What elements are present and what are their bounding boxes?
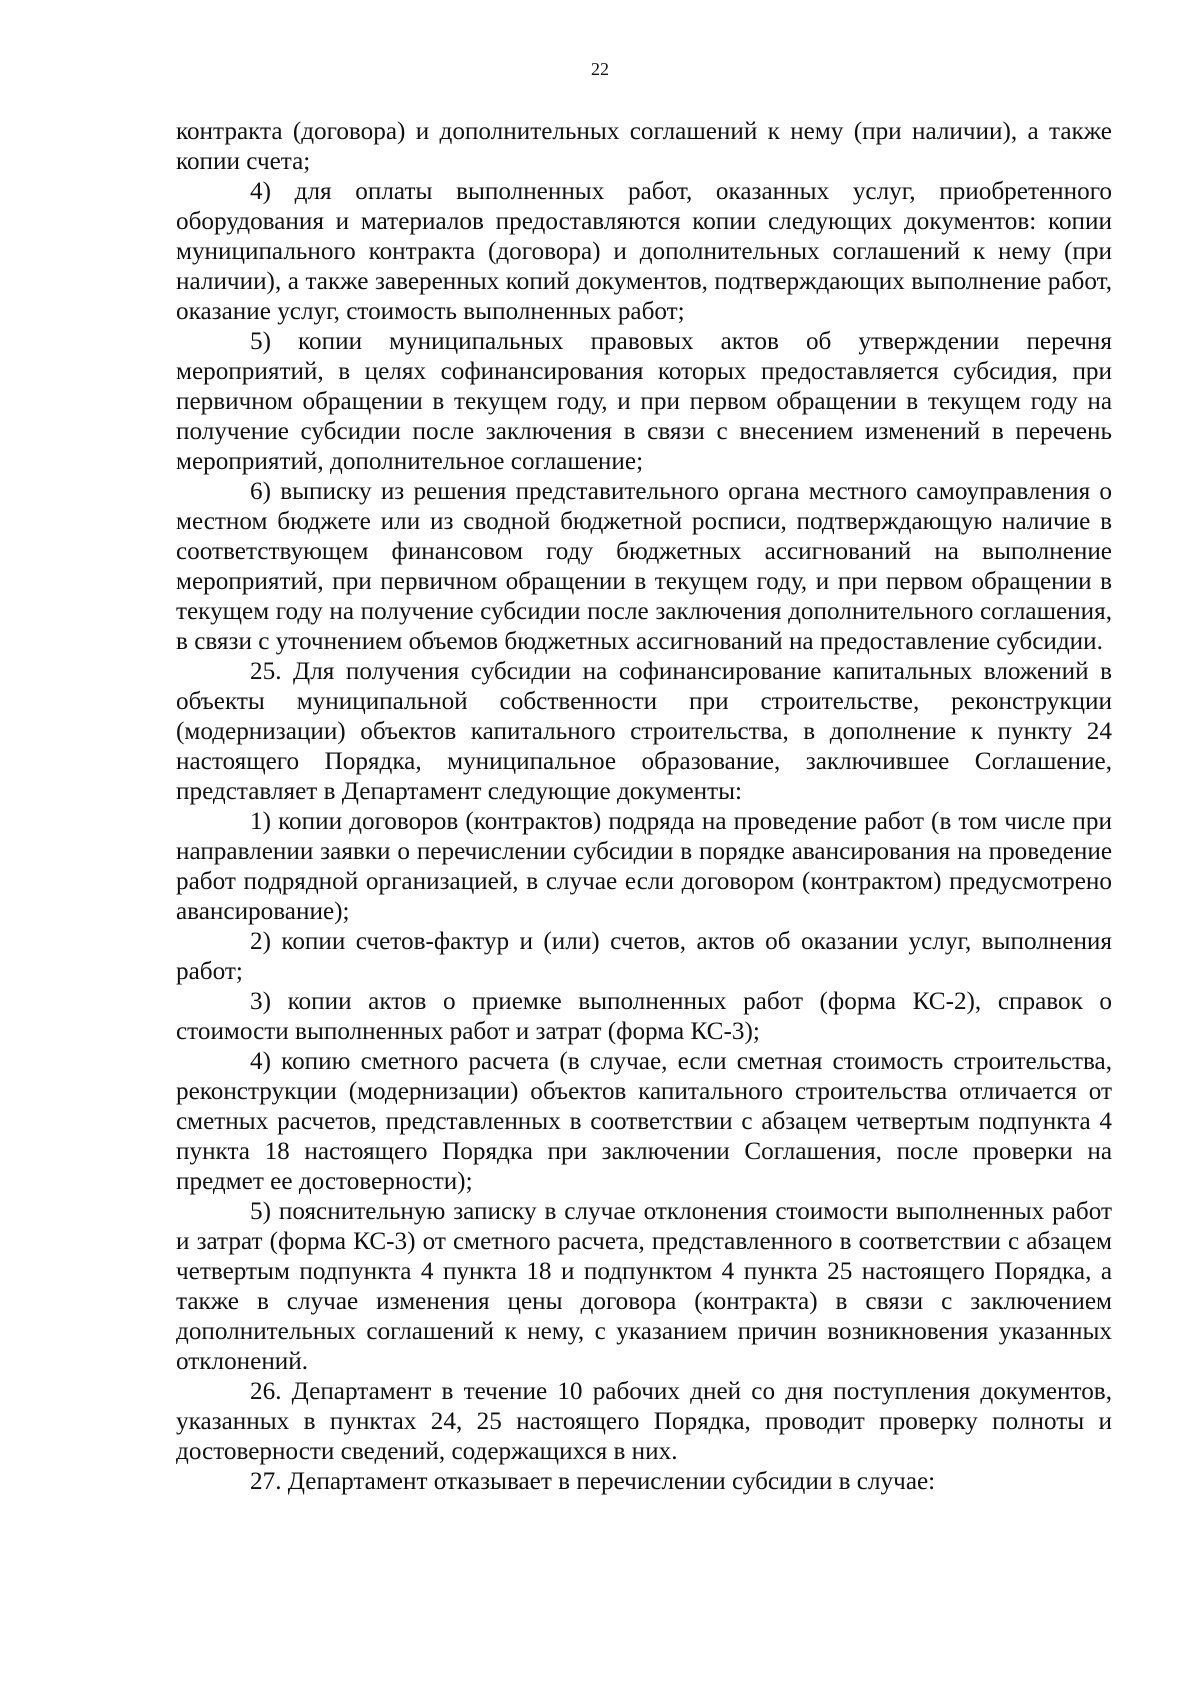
paragraph-clause-25-item-5: 5) пояснительную записку в случае отклонения стоимости выполненных работ и затрат (форма КС-3) от сметного расчета, представленного в соответствии с абзацем четвертым подпункта 4 пункта 18 и подпунктом 4 пункта 25 настоящего Порядка, а также в случае изменения цены договора (контракта) в связи с заключением дополнительных соглашений к нему, с указанием причин возникновения указанных отклонений. xyxy=(176,1198,1112,1375)
paragraph-item-5: 5) копии муниципальных правовых актов об утверждении перечня мероприятий, в целях софинансирования которых предоставляется субсидия, при первичном обращении в текущем году, и при первом обращении в текущем году на получение субсидии после заключения в связи с внесением изменений в перечень мероприятий, дополнительное соглашение; xyxy=(176,328,1112,475)
paragraph-item-6: 6) выписку из решения представительного органа местного самоуправления о местном бюджете или из сводной бюджетной росписи, подтверждающую наличие в соответствующем финансовом году бюджетных ассигнований на выполнение мероприятий, при первичном обращении в текущем году, и при первом обращении в текущем году на получение субсидии после заключения дополнительного соглашения, в связи с уточнением объемов бюджетных ассигнований на предоставление субсидии. xyxy=(176,478,1112,655)
document-body xyxy=(176,117,1112,1497)
paragraph-clause-25-item-3: 3) копии актов о приемке выполненных работ (форма КС-2), справок о стоимости выполненных работ и затрат (форма КС-3); xyxy=(176,988,1112,1045)
paragraph-clause-25-item-2: 2) копии счетов-фактур и (или) счетов, актов об оказании услуг, выполнения работ; xyxy=(176,928,1112,985)
paragraph-clause-26: 26. Департамент в течение 10 рабочих дней со дня поступления документов, указанных в пунктах 24, 25 настоящего Порядка, проводит проверку полноты и достоверности сведений, содержащихся в них. xyxy=(176,1378,1112,1465)
paragraph-clause-25-item-1: 1) копии договоров (контрактов) подряда на проведение работ (в том числе при направлении заявки о перечислении субсидии в порядке авансирования на проведение работ подрядной организацией, в случае если договором (контрактом) предусмотрено авансирование); xyxy=(176,808,1112,925)
paragraph-continuation: контракта (договора) и дополнительных соглашений к нему (при наличии), а также копии счета; xyxy=(176,118,1112,175)
paragraph-clause-25: 25. Для получения субсидии на софинансирование капитальных вложений в объекты муниципальной собственности при строительстве, реконструкции (модернизации) объектов капитального строительства, в дополнение к пункту 24 настоящего Порядка, муниципальное образование, заключившее Соглашение, представляет в Департамент следующие документы: xyxy=(176,658,1112,805)
paragraph-clause-27: 27. Департамент отказывает в перечислении субсидии в случае: xyxy=(250,1468,936,1495)
paragraph-item-4: 4) для оплаты выполненных работ, оказанных услуг, приобретенного оборудования и материалов предоставляются копии следующих документов: копии муниципального контракта (договора) и дополнительных соглашений к нему (при наличии), а также заверенных копий документов, подтверждающих выполнение работ, оказание услуг, стоимость выполненных работ; xyxy=(176,178,1112,325)
paragraph-clause-25-item-4: 4) копию сметного расчета (в случае, если сметная стоимость строительства, реконструкции (модернизации) объектов капитального строительства отличается от сметных расчетов, представленных в соответствии с абзацем четвертым подпункта 4 пункта 18 настоящего Порядка при заключении Соглашения, после проверки на предмет ее достоверности); xyxy=(176,1048,1112,1195)
page-number: 22 xyxy=(591,59,609,79)
